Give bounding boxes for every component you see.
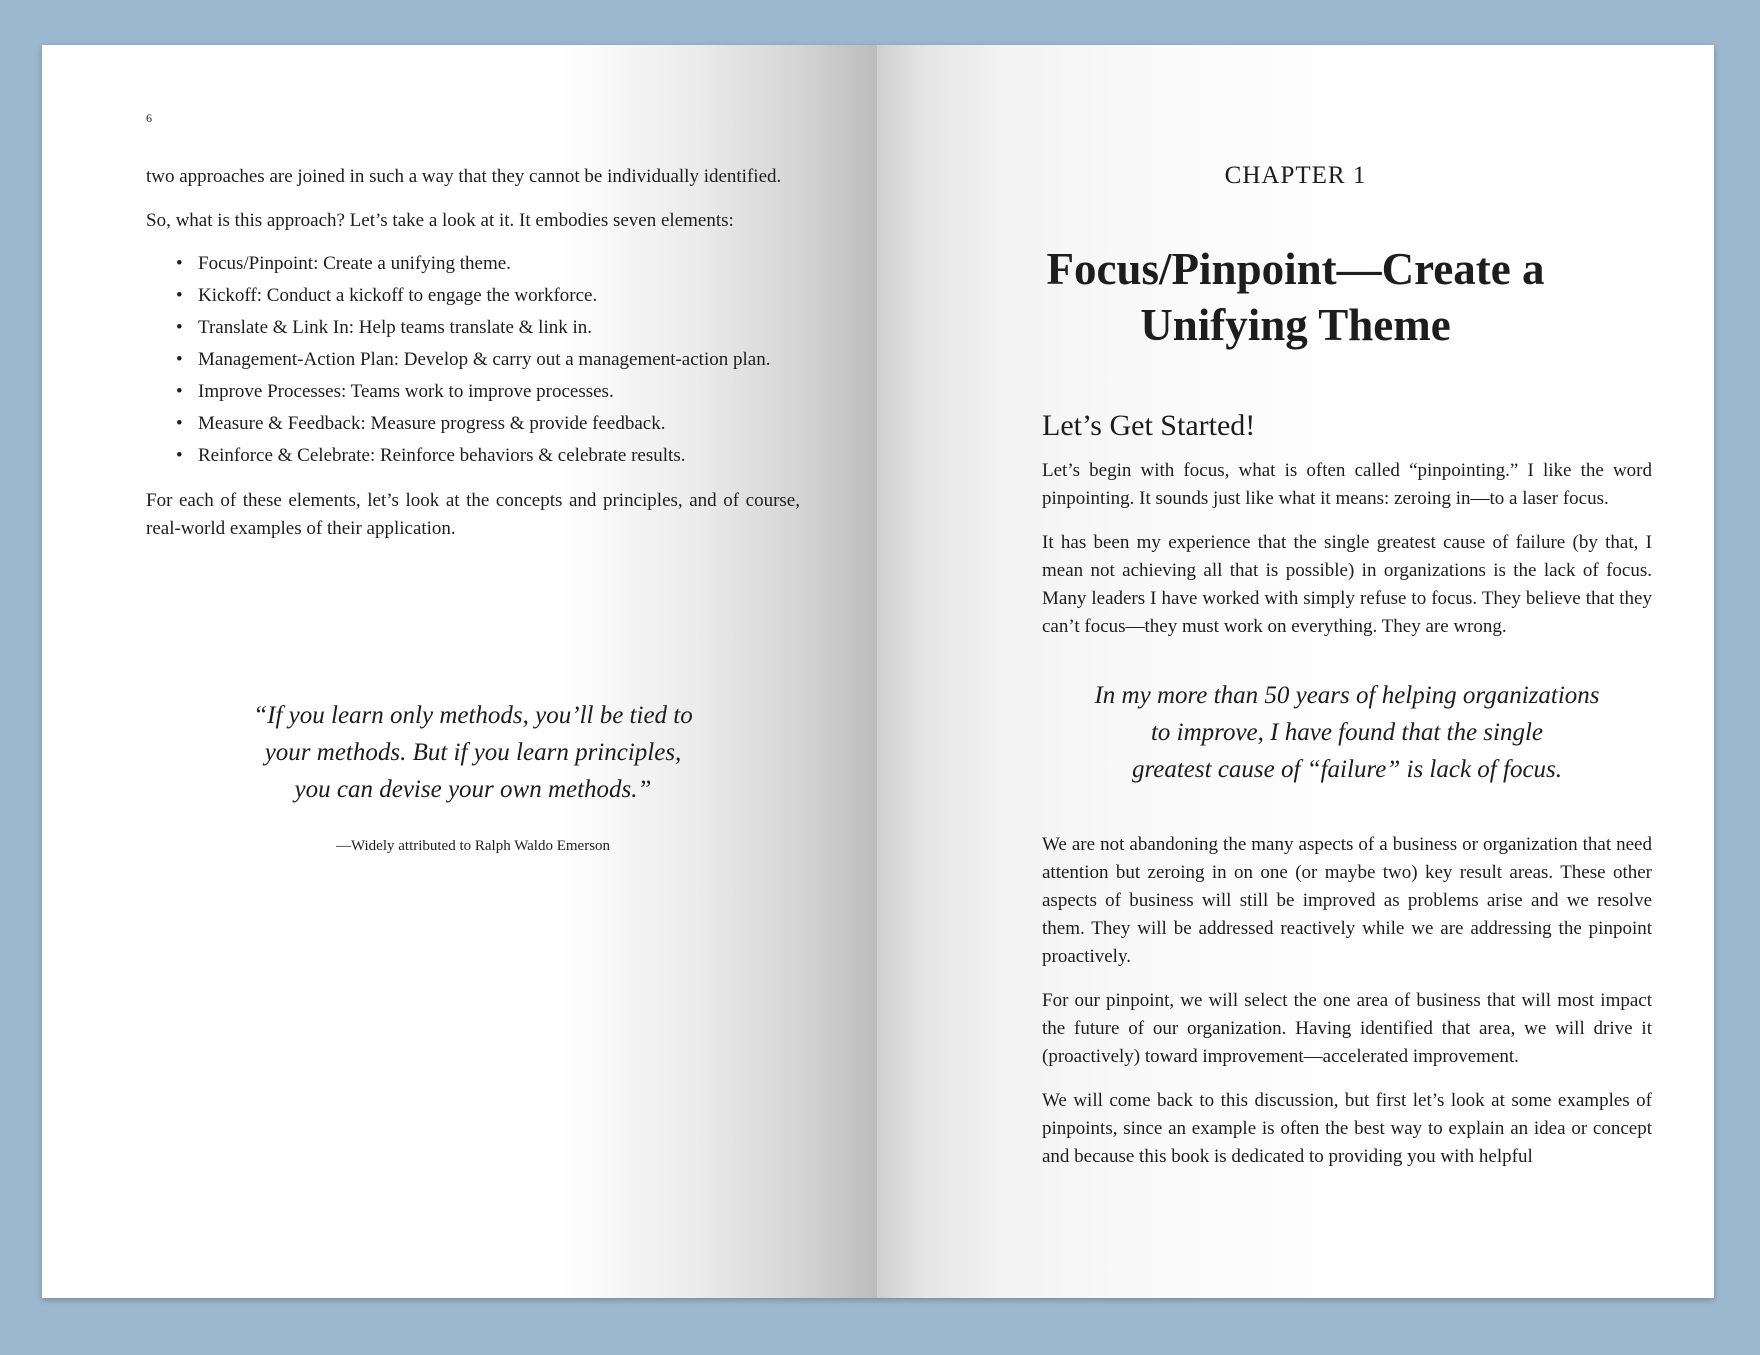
right-page	[877, 45, 1714, 1298]
list-item-text: Focus/Pinpoint: Create a unifying theme.	[198, 253, 511, 274]
chapter-title	[937, 241, 1654, 353]
bullet-icon: •	[176, 317, 183, 338]
list-item	[176, 379, 800, 405]
elements-list	[146, 251, 800, 469]
list-item	[176, 315, 800, 341]
paragraph: We will come back to this discussion, but first let’s look at some examples of pinpoints, since an example is often the best way to explain an idea or concept and because this book is dedicated to providing you with helpful	[1042, 1090, 1652, 1167]
paragraph: For each of these elements, let’s look at the concepts and principles, and of course, real-world examples of their application.	[146, 490, 800, 539]
bullet-icon: •	[176, 253, 183, 274]
quote-line: you can devise your own methods.”	[294, 776, 652, 803]
list-item-text: Improve Processes: Teams work to improve processes.	[198, 381, 614, 402]
right-body-text-bottom	[1042, 831, 1652, 1187]
list-item-text: Translate & Link In: Help teams translate & link in.	[198, 317, 593, 338]
paragraph: two approaches are joined in such a way that they cannot be individually identified.	[146, 166, 782, 187]
list-item-text: Reinforce & Celebrate: Reinforce behaviors & celebrate results.	[198, 445, 686, 466]
quote-line: to improve, I have found that the single	[1150, 719, 1544, 746]
chapter-title-line: Unifying Theme	[1140, 300, 1451, 350]
list-item	[176, 411, 800, 437]
quote-line: greatest cause of “failure” is lack of focus.	[1131, 756, 1563, 783]
paragraph: It has been my experience that the single greatest cause of failure (by that, I mean not achieving all that is possible) in organizations is the lack of focus. Many leaders I have worked with simply refuse to focus. They believe that they can’t focus—they must work on everything. They are wrong.	[1042, 532, 1652, 637]
list-item-text: Management-Action Plan: Develop & carry out a management-action plan.	[198, 349, 771, 370]
left-page	[42, 45, 877, 1298]
bullet-icon: •	[176, 445, 183, 466]
list-item-text: Kickoff: Conduct a kickoff to engage the workforce.	[198, 285, 598, 306]
list-item	[176, 283, 800, 309]
chapter-label: CHAPTER 1	[1224, 162, 1367, 189]
list-item	[176, 347, 800, 373]
quote-line: In my more than 50 years of helping organizations	[1094, 682, 1600, 709]
list-item	[176, 251, 800, 277]
pull-quote	[1042, 677, 1652, 788]
chapter-title-line: Focus/Pinpoint—Create a	[1046, 244, 1545, 294]
paragraph: Let’s begin with focus, what is often called “pinpointing.” I like the word pinpointing. It sounds just like what it means: zeroing in—to a laser focus.	[1042, 460, 1652, 509]
paragraph: We are not abandoning the many aspects of a business or organization that need attention but zeroing in on one (or maybe two) key result areas. These other aspects of business will still be improved as problems arise and we resolve them. They will be addressed reactively while we are addressing the pinpoint proactively.	[1042, 834, 1652, 967]
bullet-icon: •	[176, 349, 183, 370]
right-body-text-top	[1042, 457, 1652, 657]
bullet-icon: •	[176, 285, 183, 306]
list-item-text: Measure & Feedback: Measure progress & provide feedback.	[198, 413, 666, 434]
bullet-icon: •	[176, 381, 183, 402]
left-body-text	[146, 163, 800, 559]
list-item	[176, 443, 800, 469]
quote-attribution: —Widely attributed to Ralph Waldo Emerson	[335, 838, 611, 854]
paragraph: For our pinpoint, we will select the one area of business that will most impact the future of our organization. Having identified that area, we will drive it (proactively) toward improvement—accelerated improvement.	[1042, 990, 1652, 1067]
book-spread	[42, 45, 1714, 1298]
paragraph: So, what is this approach? Let’s take a look at it. It embodies seven elements:	[146, 210, 734, 231]
page-number: 6	[146, 111, 152, 125]
quote-line: “If you learn only methods, you’ll be tied to	[253, 702, 693, 729]
bullet-icon: •	[176, 413, 183, 434]
section-heading: Let’s Get Started!	[1042, 409, 1256, 442]
pull-quote	[146, 697, 800, 808]
quote-line: your methods. But if you learn principles,	[264, 739, 682, 766]
